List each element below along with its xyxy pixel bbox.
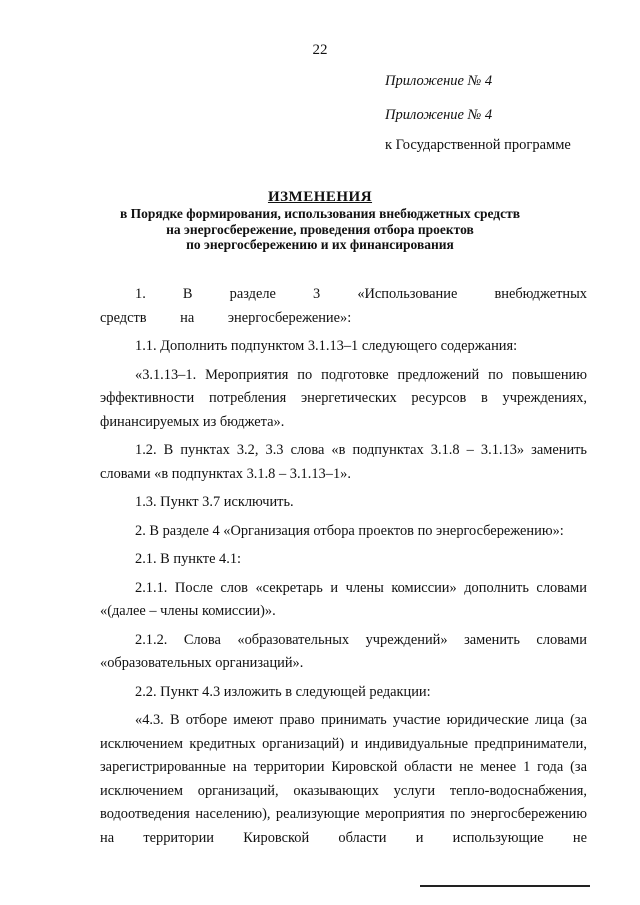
paragraph-4-3-text: «4.3. В отборе имеют право принимать участие юридические лица (за исключением кредитных организаций) и индивидуальные предприниматели, зарегистрированные на территории Кировской области не менее 1 года (за исключением организаций, оказывающих услуги тепло-водоснабжения, водоотведения населению), реализующие мероприятия по энергосбережению на территории Кировской области и использующие не <box>100 712 587 846</box>
paragraph-2-1-1: 2.1.1. После слов «секретарь и члены комиссии» дополнить словами «(далее – члены комиссии)». <box>100 579 587 619</box>
document-title: ИЗМЕНЕНИЯ <box>267 189 373 205</box>
title-line-1: в Порядке формирования, использования внебюджетных средств <box>119 206 521 221</box>
changes-title-block <box>0 188 640 253</box>
footer-rule <box>420 885 590 887</box>
appendix-label-repeat: Приложение № 4 <box>385 107 493 123</box>
title-line-3: по энергосбережению и их финансирования <box>186 237 454 252</box>
paragraph-2-2: 2.2. Пункт 4.3 изложить в следующей редакции: <box>135 683 431 700</box>
document-body <box>100 283 587 855</box>
paragraph-1: 1. В разделе 3 «Использование внебюджетных средств на энергосбережение»: <box>100 286 587 326</box>
paragraph-1-1: 1.1. Дополнить подпунктом 3.1.13–1 следующего содержания: <box>135 338 518 354</box>
paragraph-2: 2. В разделе 4 «Организация отбора проектов по энергосбережению»: <box>135 522 564 539</box>
page-number: 22 <box>312 42 328 58</box>
paragraph-2-1: 2.1. В пункте 4.1: <box>135 551 242 567</box>
state-program-reference: к Государственной программе <box>385 137 571 153</box>
appendix-label: Приложение № 4 <box>385 73 493 89</box>
paragraph-2-1-2: 2.1.2. Слова «образовательных учреждений» заменить словами «образовательных организаций». <box>100 631 587 671</box>
title-line-2: на энергосбережение, проведения отбора проектов <box>166 221 474 237</box>
paragraph-1-2: 1.2. В пунктах 3.2, 3.3 слова «в подпунктах 3.1.8 – 3.1.13» заменить словами «в подпунктах 3.1.8 – 3.1.13–1». <box>100 442 587 482</box>
paragraph-1-3: 1.3. Пункт 3.7 исключить. <box>135 494 294 510</box>
paragraph-1-1-text: «3.1.13–1. Мероприятия по подготовке предложений по повышению эффективности потребления энергетических ресурсов в учреждениях, финансируемых из бюджета». <box>100 366 587 430</box>
